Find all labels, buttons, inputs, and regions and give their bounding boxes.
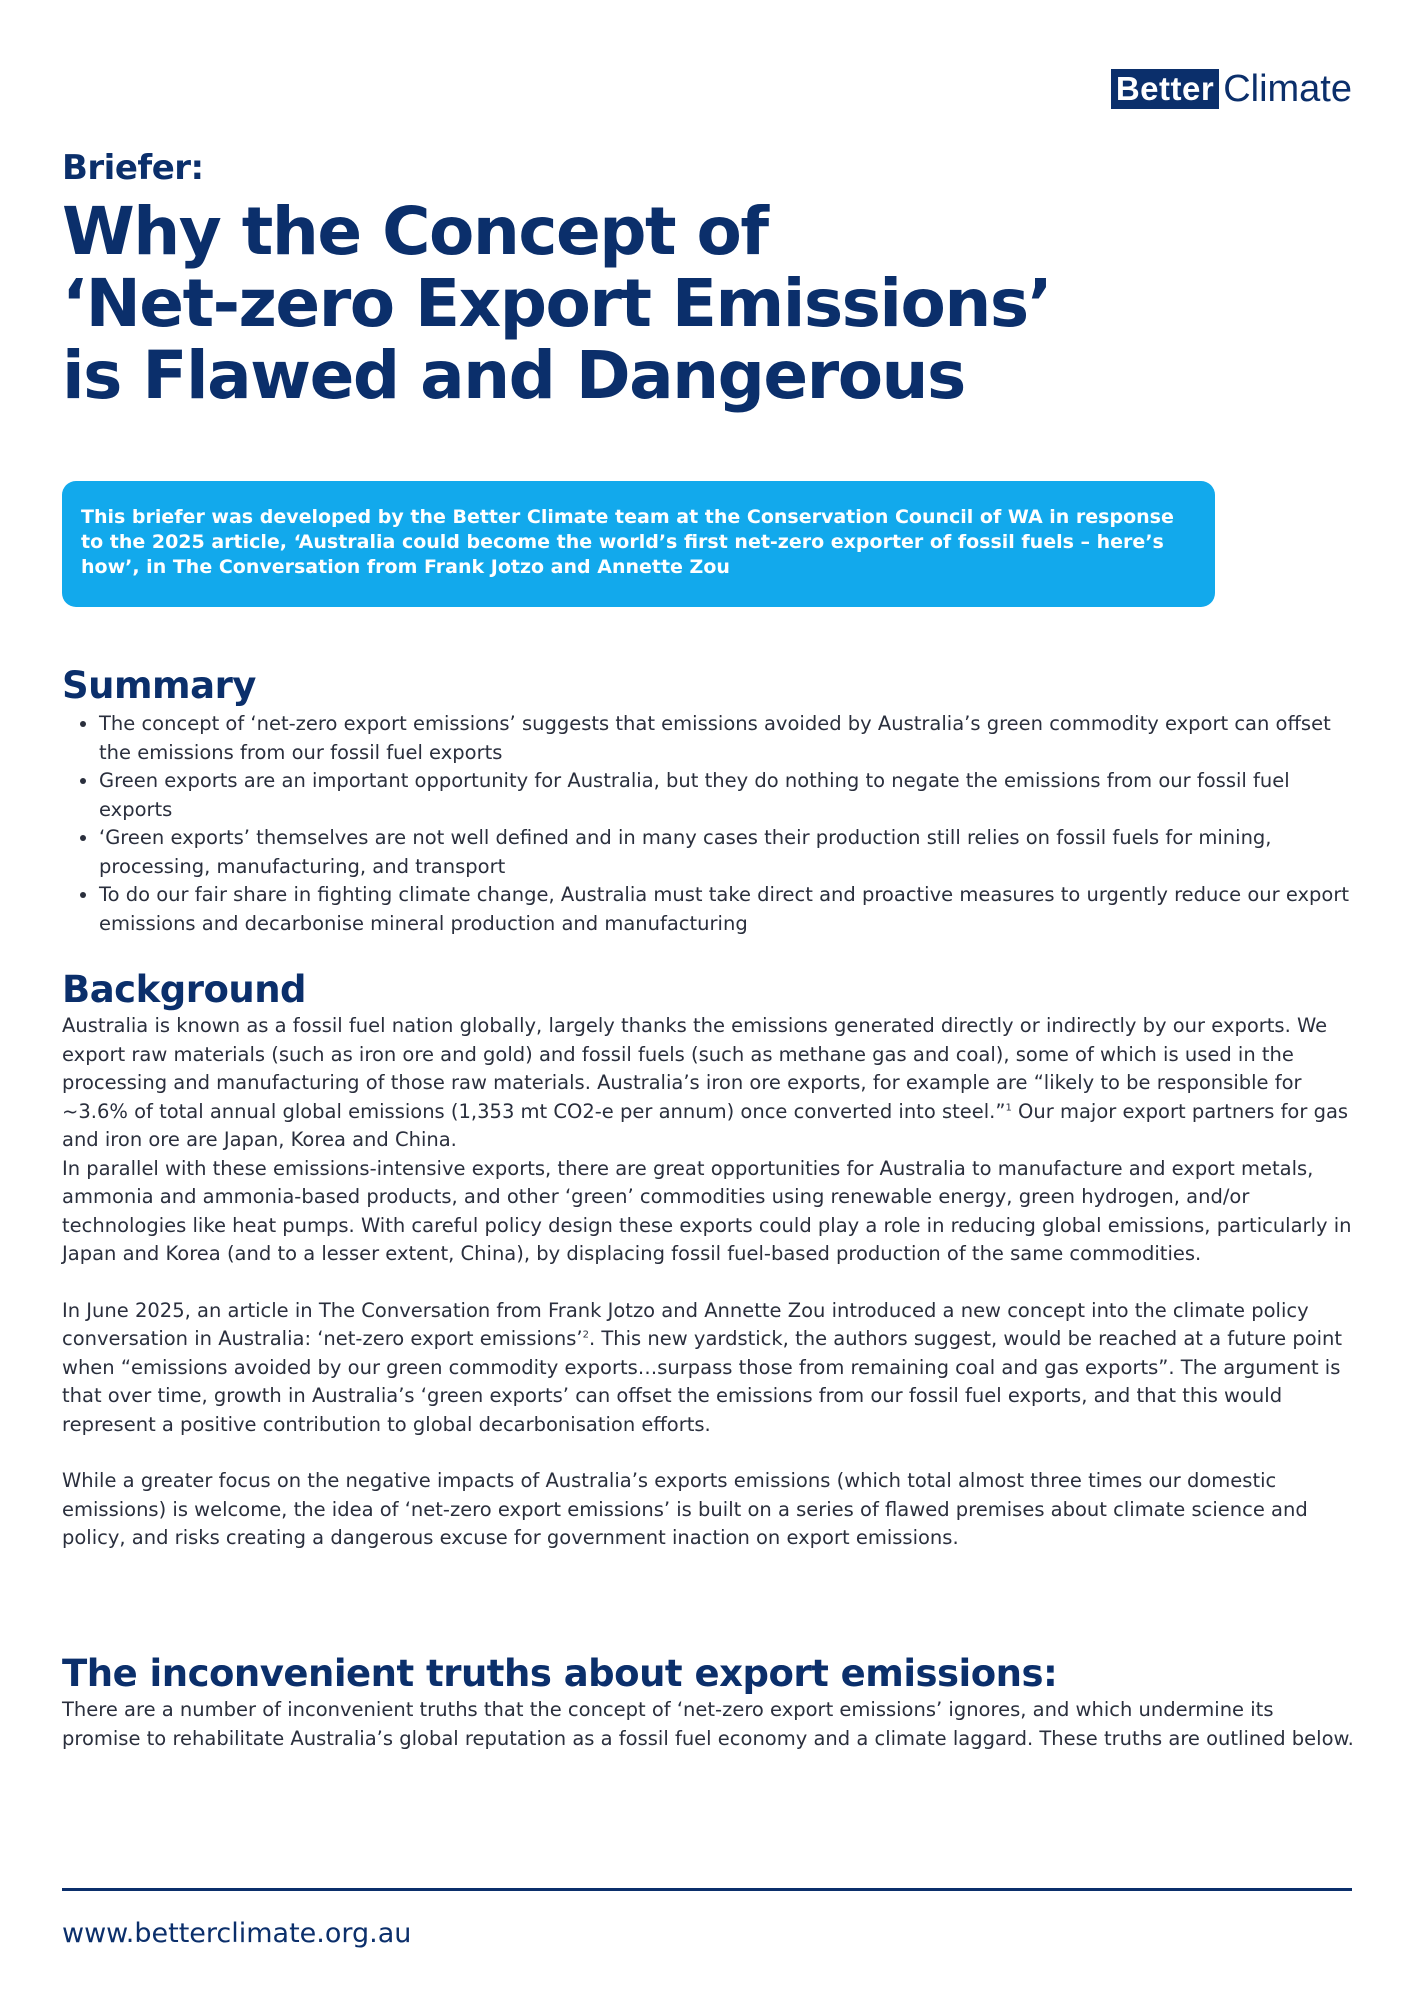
summary-section (62, 664, 1358, 938)
summary-list (62, 710, 1358, 938)
footnote-ref-1: 1 (1005, 1102, 1012, 1113)
footnote-ref-2: 2 (582, 1329, 589, 1341)
title-line-2: ‘Net-zero Export Emissions’ (62, 265, 1052, 342)
summary-item: • Green exports are an important opportunity for Australia, but they do nothing to negate the emissions from our fossil fuel exports (99, 767, 1358, 824)
summary-item: • To do our fair share in fighting climate change, Australia must take direct and proactive measures to urgently reduce our export emissions and decarbonise mineral production and manufacturing (99, 881, 1358, 938)
title-line-1: Why the Concept of (62, 193, 768, 270)
background-heading: Background (62, 968, 307, 1011)
truths-section (62, 1652, 1358, 1753)
truths-heading: The inconvenient truths about export emissions: (62, 1652, 1058, 1695)
background-paragraph-2: In parallel with these emissions-intensive exports, there are great opportunities for Australia to manufacture and export metals, ammonia and ammonia-based products, and other ‘green’ commodities using renewable energy, green hydrogen, and/or technologies like heat pumps. With careful policy design these exports could play a role in reducing global emissions, particularly in Japan and Korea (and to a lesser extent, China), by displacing fossil fuel-based production of the same commodities. (62, 1156, 1352, 1265)
background-p1-text-b: Our major export partners for gas and iron ore are Japan, Korea and China. (62, 1099, 1349, 1151)
title-line-3: is Flawed and Dangerous (62, 337, 965, 414)
summary-item: • The concept of ‘net-zero export emissions’ suggests that emissions avoided by Australia’s green commodity export can offset the emissions from our fossil fuel exports (99, 710, 1358, 767)
better-climate-logo (1111, 68, 1352, 110)
background-p3-text-b: . This new yardstick, the authors suggest, would be reached at a future point when “emissions avoided by our green commodity exports…surpass those from remaining coal and gas exports”. The argument is that over time, growth in Australia’s ‘green exports’ can offset the emissions from our fossil fuel exports, and that this would represent a positive contribution to global decarbonisation efforts. (62, 1327, 1343, 1436)
background-section (62, 968, 1358, 1553)
background-paragraph-4: While a greater focus on the negative impacts of Australia’s exports emissions (which total almost three times our domestic emissions) is welcome, the idea of ‘net-zero export emissions’ is built on a series of flawed premises about climate science and policy, and risks creating a dangerous excuse for government inaction on export emissions. (62, 1469, 1308, 1549)
background-p1-text: Australia is known as a fossil fuel nation globally, largely thanks the emissions generated directly or indirectly by our exports. We export raw materials (such as iron ore and gold) and fossil fuels (such as methane gas and coal), some of which is used in the processing and manufacturing of those raw materials. Australia’s iron ore exports, for example are “likely to be responsible for ~3.6% of total annual global emissions (1,353 mt CO2-e per annum) once converted into steel.” (62, 1014, 1328, 1123)
context-callout: This briefer was developed by the Better Climate team at the Conservation Council of WA in response to the 2025 article, ‘Australia could become the world’s first net-zero exporter of fossil fuels – here’s how’, in The Conversation from Frank Jotzo and Annette Zou (62, 481, 1215, 607)
footer-divider (62, 1888, 1352, 1891)
footer-website-link[interactable]: www.betterclimate.org.au (62, 1918, 412, 1949)
document-title (62, 193, 1162, 414)
summary-heading: Summary (62, 664, 256, 707)
summary-item: • ‘Green exports’ themselves are not well defined and in many cases their production still relies on fossil fuels for mining, processing, manufacturing, and transport (99, 824, 1358, 881)
briefer-kicker: Briefer: (62, 148, 204, 188)
background-p3-text: In June 2025, an article in The Conversation from Frank Jotzo and Annette Zou introduced a new concept into the climate policy conversation in Australia: ‘net-zero export emissions’ (62, 1298, 1309, 1350)
logo-box: Better (1111, 69, 1219, 109)
background-paragraph-3 (62, 1297, 1358, 1440)
logo-text: Climate (1223, 68, 1352, 110)
truths-paragraph: There are a number of inconvenient truths that the concept of ‘net-zero export emissions’ ignores, and which undermine its promise to rehabilitate Australia’s global reputation as a fossil fuel economy and a climate laggard. These truths are outlined below. (62, 1698, 1354, 1750)
background-paragraph-1 (62, 1012, 1358, 1155)
